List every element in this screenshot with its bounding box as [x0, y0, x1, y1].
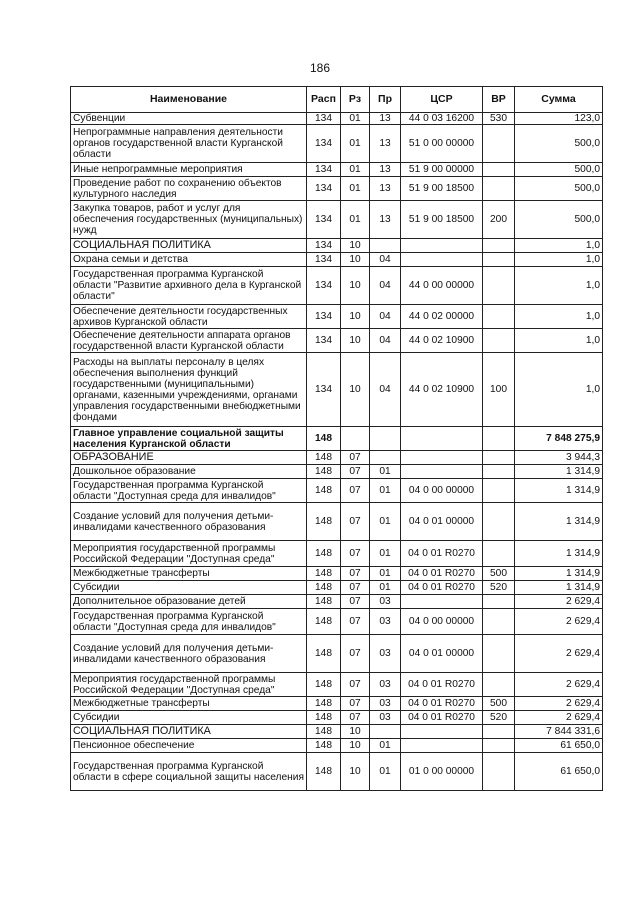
cell-sum: 1 314,9: [515, 541, 603, 567]
cell-vr: 520: [483, 711, 515, 725]
cell-csr: [401, 451, 483, 465]
cell-name: Создание условий для получения детьми-инвалидами качественного образования: [71, 635, 307, 673]
cell-rasp: 134: [307, 113, 341, 125]
cell-sum: 500,0: [515, 177, 603, 201]
table-row: [71, 267, 603, 305]
cell-sum: 1 314,9: [515, 479, 603, 503]
cell-csr: 04 0 01 00000: [401, 635, 483, 673]
cell-rz: 10: [341, 305, 370, 329]
table-row: [71, 201, 603, 239]
cell-rasp: 134: [307, 253, 341, 267]
table-row: [71, 725, 603, 739]
cell-csr: 04 0 01 00000: [401, 503, 483, 541]
cell-sum: 1 314,9: [515, 503, 603, 541]
cell-name: Мероприятия государственной программы Российской Федерации "Доступная среда": [71, 541, 307, 567]
cell-rz: 07: [341, 595, 370, 609]
cell-rasp: 148: [307, 753, 341, 791]
cell-name: Иные непрограммные мероприятия: [71, 163, 307, 177]
table-row: [71, 353, 603, 427]
cell-sum: 1,0: [515, 353, 603, 427]
cell-sum: 1,0: [515, 239, 603, 253]
table-row: [71, 753, 603, 791]
cell-rasp: 148: [307, 609, 341, 635]
cell-name: Государственная программа Курганской области в сфере социальной защиты населения: [71, 753, 307, 791]
cell-pr: 04: [370, 305, 401, 329]
table-row: [71, 711, 603, 725]
cell-name: Охрана семьи и детства: [71, 253, 307, 267]
cell-csr: 04 0 01 R0270: [401, 567, 483, 581]
cell-vr: [483, 503, 515, 541]
cell-sum: 1,0: [515, 329, 603, 353]
cell-sum: 3 944,3: [515, 451, 603, 465]
table-row: [71, 595, 603, 609]
cell-rz: 01: [341, 201, 370, 239]
cell-pr: 04: [370, 253, 401, 267]
table-row: [71, 541, 603, 567]
col-header-rz: Рз: [341, 87, 370, 113]
cell-rasp: 148: [307, 711, 341, 725]
cell-rasp: 148: [307, 725, 341, 739]
cell-pr: 13: [370, 201, 401, 239]
cell-vr: 100: [483, 353, 515, 427]
cell-pr: 01: [370, 465, 401, 479]
cell-csr: 44 0 02 10900: [401, 329, 483, 353]
cell-rz: 10: [341, 753, 370, 791]
cell-rasp: 148: [307, 581, 341, 595]
cell-sum: 7 844 331,6: [515, 725, 603, 739]
cell-pr: 13: [370, 113, 401, 125]
cell-vr: 500: [483, 567, 515, 581]
cell-rasp: 148: [307, 635, 341, 673]
cell-sum: 500,0: [515, 201, 603, 239]
cell-name: Межбюджетные трансферты: [71, 697, 307, 711]
cell-csr: [401, 465, 483, 479]
col-header-rasp: Расп: [307, 87, 341, 113]
cell-rasp: 134: [307, 177, 341, 201]
cell-pr: [370, 427, 401, 451]
cell-vr: [483, 329, 515, 353]
cell-csr: 04 0 00 00000: [401, 479, 483, 503]
cell-vr: [483, 479, 515, 503]
cell-csr: 04 0 01 R0270: [401, 673, 483, 697]
cell-rasp: 148: [307, 503, 341, 541]
cell-rasp: 148: [307, 595, 341, 609]
cell-rz: 07: [341, 451, 370, 465]
cell-name: ОБРАЗОВАНИЕ: [71, 451, 307, 465]
cell-name: Мероприятия государственной программы Российской Федерации "Доступная среда": [71, 673, 307, 697]
cell-pr: [370, 725, 401, 739]
cell-rasp: 134: [307, 163, 341, 177]
cell-sum: 500,0: [515, 125, 603, 163]
cell-rz: 07: [341, 465, 370, 479]
cell-vr: 530: [483, 113, 515, 125]
cell-csr: [401, 725, 483, 739]
cell-vr: 520: [483, 581, 515, 595]
cell-csr: 44 0 00 00000: [401, 267, 483, 305]
table-row: [71, 567, 603, 581]
cell-pr: [370, 239, 401, 253]
cell-pr: 13: [370, 177, 401, 201]
table-row: [71, 125, 603, 163]
cell-rz: 07: [341, 673, 370, 697]
cell-rz: 07: [341, 711, 370, 725]
cell-rz: 01: [341, 177, 370, 201]
cell-rz: [341, 427, 370, 451]
cell-name: Государственная программа Курганской области "Доступная среда для инвалидов": [71, 609, 307, 635]
table-row: [71, 163, 603, 177]
cell-pr: 01: [370, 739, 401, 753]
cell-rasp: 148: [307, 541, 341, 567]
cell-name: Проведение работ по сохранению объектов культурного наследия: [71, 177, 307, 201]
table-row: [71, 329, 603, 353]
cell-rz: 10: [341, 739, 370, 753]
cell-rz: 10: [341, 239, 370, 253]
cell-rz: 07: [341, 609, 370, 635]
table-row: [71, 253, 603, 267]
cell-pr: 03: [370, 697, 401, 711]
table-row: [71, 465, 603, 479]
table-row: [71, 427, 603, 451]
cell-vr: [483, 125, 515, 163]
cell-vr: [483, 163, 515, 177]
cell-pr: 13: [370, 125, 401, 163]
cell-csr: 04 0 01 R0270: [401, 541, 483, 567]
cell-csr: 44 0 03 16200: [401, 113, 483, 125]
cell-csr: 04 0 00 00000: [401, 609, 483, 635]
cell-csr: 44 0 02 00000: [401, 305, 483, 329]
cell-pr: 01: [370, 581, 401, 595]
cell-vr: [483, 725, 515, 739]
cell-vr: [483, 739, 515, 753]
cell-rasp: 148: [307, 673, 341, 697]
cell-pr: 03: [370, 711, 401, 725]
cell-rz: 10: [341, 253, 370, 267]
cell-name: Обеспечение деятельности государственных архивов Курганской области: [71, 305, 307, 329]
cell-name: СОЦИАЛЬНАЯ ПОЛИТИКА: [71, 725, 307, 739]
cell-sum: 500,0: [515, 163, 603, 177]
cell-pr: [370, 451, 401, 465]
table-row: [71, 635, 603, 673]
col-header-name: Наименование: [71, 87, 307, 113]
cell-name: Расходы на выплаты персоналу в целях обеспечения выполнения функций государственными (муниципальными) органами, казенными учреждениями, органами управления государственными внебюджетными фондами: [71, 353, 307, 427]
cell-name: Государственная программа Курганской области "Доступная среда для инвалидов": [71, 479, 307, 503]
cell-pr: 03: [370, 609, 401, 635]
col-header-sum: Сумма: [515, 87, 603, 113]
table-row: [71, 503, 603, 541]
cell-rasp: 148: [307, 479, 341, 503]
cell-name: Непрограммные направления деятельности органов государственной власти Курганской области: [71, 125, 307, 163]
table-row: [71, 739, 603, 753]
cell-sum: 2 629,4: [515, 609, 603, 635]
cell-rz: 07: [341, 479, 370, 503]
cell-rz: 07: [341, 581, 370, 595]
cell-name: Государственная программа Курганской области "Развитие архивного дела в Курганской области": [71, 267, 307, 305]
cell-rasp: 134: [307, 125, 341, 163]
cell-rasp: 148: [307, 465, 341, 479]
cell-csr: 04 0 01 R0270: [401, 581, 483, 595]
cell-vr: [483, 609, 515, 635]
cell-vr: [483, 541, 515, 567]
cell-rz: 10: [341, 267, 370, 305]
cell-rz: 07: [341, 567, 370, 581]
cell-sum: 61 650,0: [515, 739, 603, 753]
cell-csr: 01 0 00 00000: [401, 753, 483, 791]
table-row: [71, 305, 603, 329]
cell-rasp: 134: [307, 201, 341, 239]
cell-sum: 7 848 275,9: [515, 427, 603, 451]
cell-pr: 01: [370, 541, 401, 567]
cell-vr: [483, 177, 515, 201]
page-number: 186: [309, 61, 331, 75]
table-row: [71, 609, 603, 635]
cell-pr: 04: [370, 329, 401, 353]
cell-pr: 01: [370, 479, 401, 503]
cell-sum: 2 629,4: [515, 635, 603, 673]
cell-sum: 1 314,9: [515, 567, 603, 581]
cell-pr: 03: [370, 673, 401, 697]
table-row: [71, 697, 603, 711]
table-row: [71, 673, 603, 697]
cell-rz: 01: [341, 113, 370, 125]
cell-pr: 13: [370, 163, 401, 177]
col-header-pr: Пр: [370, 87, 401, 113]
cell-rasp: 148: [307, 739, 341, 753]
cell-csr: 51 9 00 18500: [401, 201, 483, 239]
table-header: [71, 87, 603, 113]
cell-rasp: 148: [307, 567, 341, 581]
cell-pr: 04: [370, 267, 401, 305]
cell-vr: [483, 635, 515, 673]
cell-vr: [483, 305, 515, 329]
col-header-vr: ВР: [483, 87, 515, 113]
cell-pr: 03: [370, 635, 401, 673]
cell-rasp: 148: [307, 427, 341, 451]
cell-rasp: 134: [307, 353, 341, 427]
cell-vr: [483, 753, 515, 791]
cell-rasp: 134: [307, 267, 341, 305]
cell-rz: 10: [341, 353, 370, 427]
table-row: [71, 239, 603, 253]
budget-table: [70, 86, 603, 791]
cell-rasp: 134: [307, 305, 341, 329]
table-row: [71, 451, 603, 465]
cell-csr: [401, 595, 483, 609]
table-row: [71, 581, 603, 595]
table-row: [71, 479, 603, 503]
cell-csr: [401, 427, 483, 451]
cell-csr: 44 0 02 10900: [401, 353, 483, 427]
cell-vr: [483, 427, 515, 451]
cell-pr: 01: [370, 503, 401, 541]
cell-csr: 04 0 01 R0270: [401, 697, 483, 711]
cell-csr: 51 0 00 00000: [401, 125, 483, 163]
cell-csr: [401, 239, 483, 253]
cell-rz: 10: [341, 329, 370, 353]
table-row: [71, 113, 603, 125]
cell-name: Дошкольное образование: [71, 465, 307, 479]
cell-csr: 04 0 01 R0270: [401, 711, 483, 725]
cell-rz: 07: [341, 503, 370, 541]
cell-sum: 123,0: [515, 113, 603, 125]
cell-name: Главное управление социальной защиты населения Курганской области: [71, 427, 307, 451]
cell-sum: 1 314,9: [515, 581, 603, 595]
cell-sum: 2 629,4: [515, 711, 603, 725]
cell-vr: [483, 595, 515, 609]
cell-name: Субвенции: [71, 113, 307, 125]
cell-vr: 200: [483, 201, 515, 239]
cell-name: Межбюджетные трансферты: [71, 567, 307, 581]
cell-name: Закупка товаров, работ и услуг для обеспечения государственных (муниципальных) нужд: [71, 201, 307, 239]
cell-sum: 1,0: [515, 267, 603, 305]
cell-vr: [483, 239, 515, 253]
cell-vr: 500: [483, 697, 515, 711]
cell-pr: 01: [370, 753, 401, 791]
cell-rz: 10: [341, 725, 370, 739]
cell-name: Пенсионное обеспечение: [71, 739, 307, 753]
cell-pr: 04: [370, 353, 401, 427]
cell-sum: 61 650,0: [515, 753, 603, 791]
cell-vr: [483, 253, 515, 267]
cell-csr: [401, 739, 483, 753]
cell-rz: 01: [341, 163, 370, 177]
cell-pr: 01: [370, 567, 401, 581]
cell-csr: [401, 253, 483, 267]
cell-name: Создание условий для получения детьми-инвалидами качественного образования: [71, 503, 307, 541]
cell-rasp: 134: [307, 329, 341, 353]
cell-name: Дополнительное образование детей: [71, 595, 307, 609]
cell-sum: 2 629,4: [515, 673, 603, 697]
cell-vr: [483, 267, 515, 305]
cell-name: Субсидии: [71, 581, 307, 595]
cell-rasp: 134: [307, 239, 341, 253]
cell-rasp: 148: [307, 697, 341, 711]
cell-name: Субсидии: [71, 711, 307, 725]
col-header-csr: ЦСР: [401, 87, 483, 113]
table-row: [71, 177, 603, 201]
cell-sum: 2 629,4: [515, 697, 603, 711]
cell-sum: 1,0: [515, 305, 603, 329]
cell-rz: 07: [341, 697, 370, 711]
cell-name: СОЦИАЛЬНАЯ ПОЛИТИКА: [71, 239, 307, 253]
cell-sum: 1,0: [515, 253, 603, 267]
cell-csr: 51 9 00 00000: [401, 163, 483, 177]
cell-csr: 51 9 00 18500: [401, 177, 483, 201]
cell-sum: 2 629,4: [515, 595, 603, 609]
cell-rz: 07: [341, 541, 370, 567]
cell-sum: 1 314,9: [515, 465, 603, 479]
cell-pr: 03: [370, 595, 401, 609]
cell-name: Обеспечение деятельности аппарата органов государственной власти Курганской области: [71, 329, 307, 353]
cell-vr: [483, 673, 515, 697]
cell-vr: [483, 465, 515, 479]
cell-vr: [483, 451, 515, 465]
cell-rz: 07: [341, 635, 370, 673]
cell-rasp: 148: [307, 451, 341, 465]
cell-rz: 01: [341, 125, 370, 163]
